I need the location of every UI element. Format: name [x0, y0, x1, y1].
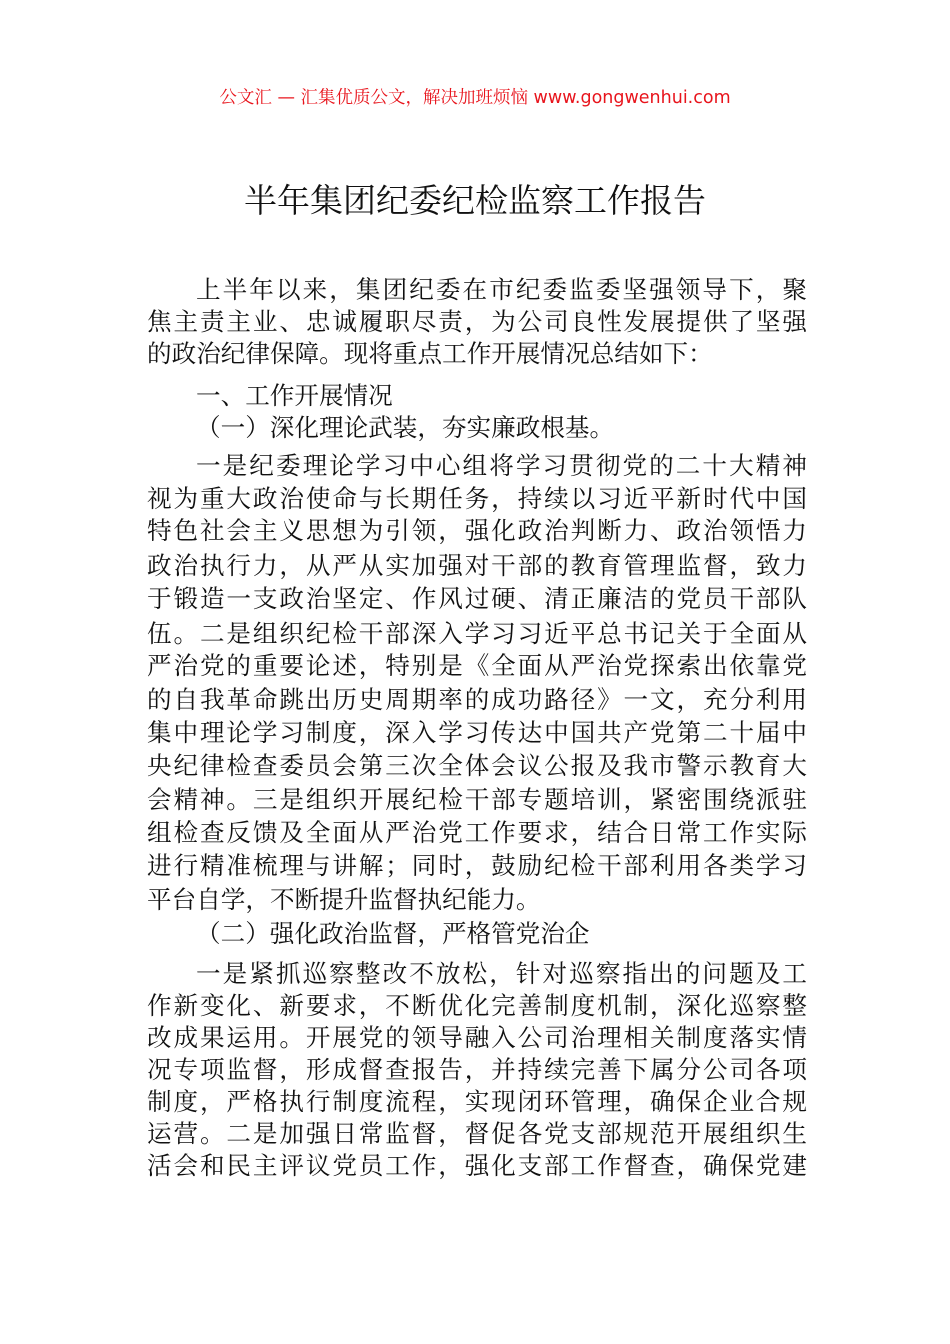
paragraph-line: 作新变化、新要求，不断优化完善制度机制，深化巡察整 — [147, 991, 807, 1020]
paragraph-line: 特色社会主义思想为引领，强化政治判断力、政治领悟力 — [147, 516, 807, 545]
paragraph-line: 制度，严格执行制度流程，实现闭环管理，确保企业合规 — [147, 1087, 807, 1116]
watermark-header: 公文汇 — 汇集优质公文，解决加班烦恼 www.gongwenhui.com — [219, 88, 731, 108]
paragraph-line: 于锻造一支政治坚定、作风过硬、清正廉洁的党员干部队 — [147, 584, 807, 613]
paragraph-line: 一是紧抓巡察整改不放松，针对巡察指出的问题及工 — [196, 959, 807, 988]
paragraph-line: 一是纪委理论学习中心组将学习贯彻党的二十大精神 — [196, 451, 807, 480]
subsection-heading: （一）深化理论武装，夯实廉政根基。 — [196, 413, 615, 442]
paragraph-line: 平台自学，不断提升监督执纪能力。 — [147, 885, 541, 914]
document-title: 半年集团纪委纪检监察工作报告 — [244, 181, 706, 220]
paragraph-line: 上半年以来，集团纪委在市纪委监委坚强领导下，聚 — [196, 275, 807, 304]
subsection-heading: （二）强化政治监督，严格管党治企 — [196, 919, 590, 948]
paragraph-line: 央纪律检查委员会第三次全体会议公报及我市警示教育大 — [147, 751, 807, 780]
paragraph-line: 改成果运用。开展党的领导融入公司治理相关制度落实情 — [147, 1023, 807, 1052]
paragraph-line: 况专项监督，形成督查报告，并持续完善下属分公司各项 — [147, 1055, 807, 1084]
paragraph-line: 焦主责主业、忠诚履职尽责，为公司良性发展提供了坚强 — [147, 307, 807, 336]
paragraph-line: 集中理论学习制度，深入学习传达中国共产党第二十届中 — [147, 718, 807, 747]
paragraph-line: 进行精准梳理与讲解；同时，鼓励纪检干部利用各类学习 — [147, 851, 807, 880]
paragraph-line: 政治执行力，从严从实加强对干部的教育管理监督，致力 — [147, 551, 807, 580]
paragraph-line: 会精神。三是组织开展纪检干部专题培训，紧密围绕派驻 — [147, 785, 807, 814]
paragraph-line: 活会和民主评议党员工作，强化支部工作督查，确保党建 — [147, 1151, 807, 1180]
paragraph-line: 视为重大政治使命与长期任务，持续以习近平新时代中国 — [147, 484, 807, 513]
section-heading: 一、工作开展情况 — [196, 381, 393, 410]
paragraph-line: 的政治纪律保障。现将重点工作开展情况总结如下： — [147, 339, 713, 368]
paragraph-line: 组检查反馈及全面从严治党工作要求，结合日常工作实际 — [147, 818, 807, 847]
paragraph-line: 伍。二是组织纪检干部深入学习习近平总书记关于全面从 — [147, 619, 807, 648]
paragraph-line: 严治党的重要论述，特别是《全面从严治党探索出依靠党 — [147, 651, 807, 680]
paragraph-line: 的自我革命跳出历史周期率的成功路径》一文，充分利用 — [147, 685, 807, 714]
paragraph-line: 运营。二是加强日常监督，督促各党支部规范开展组织生 — [147, 1119, 807, 1148]
